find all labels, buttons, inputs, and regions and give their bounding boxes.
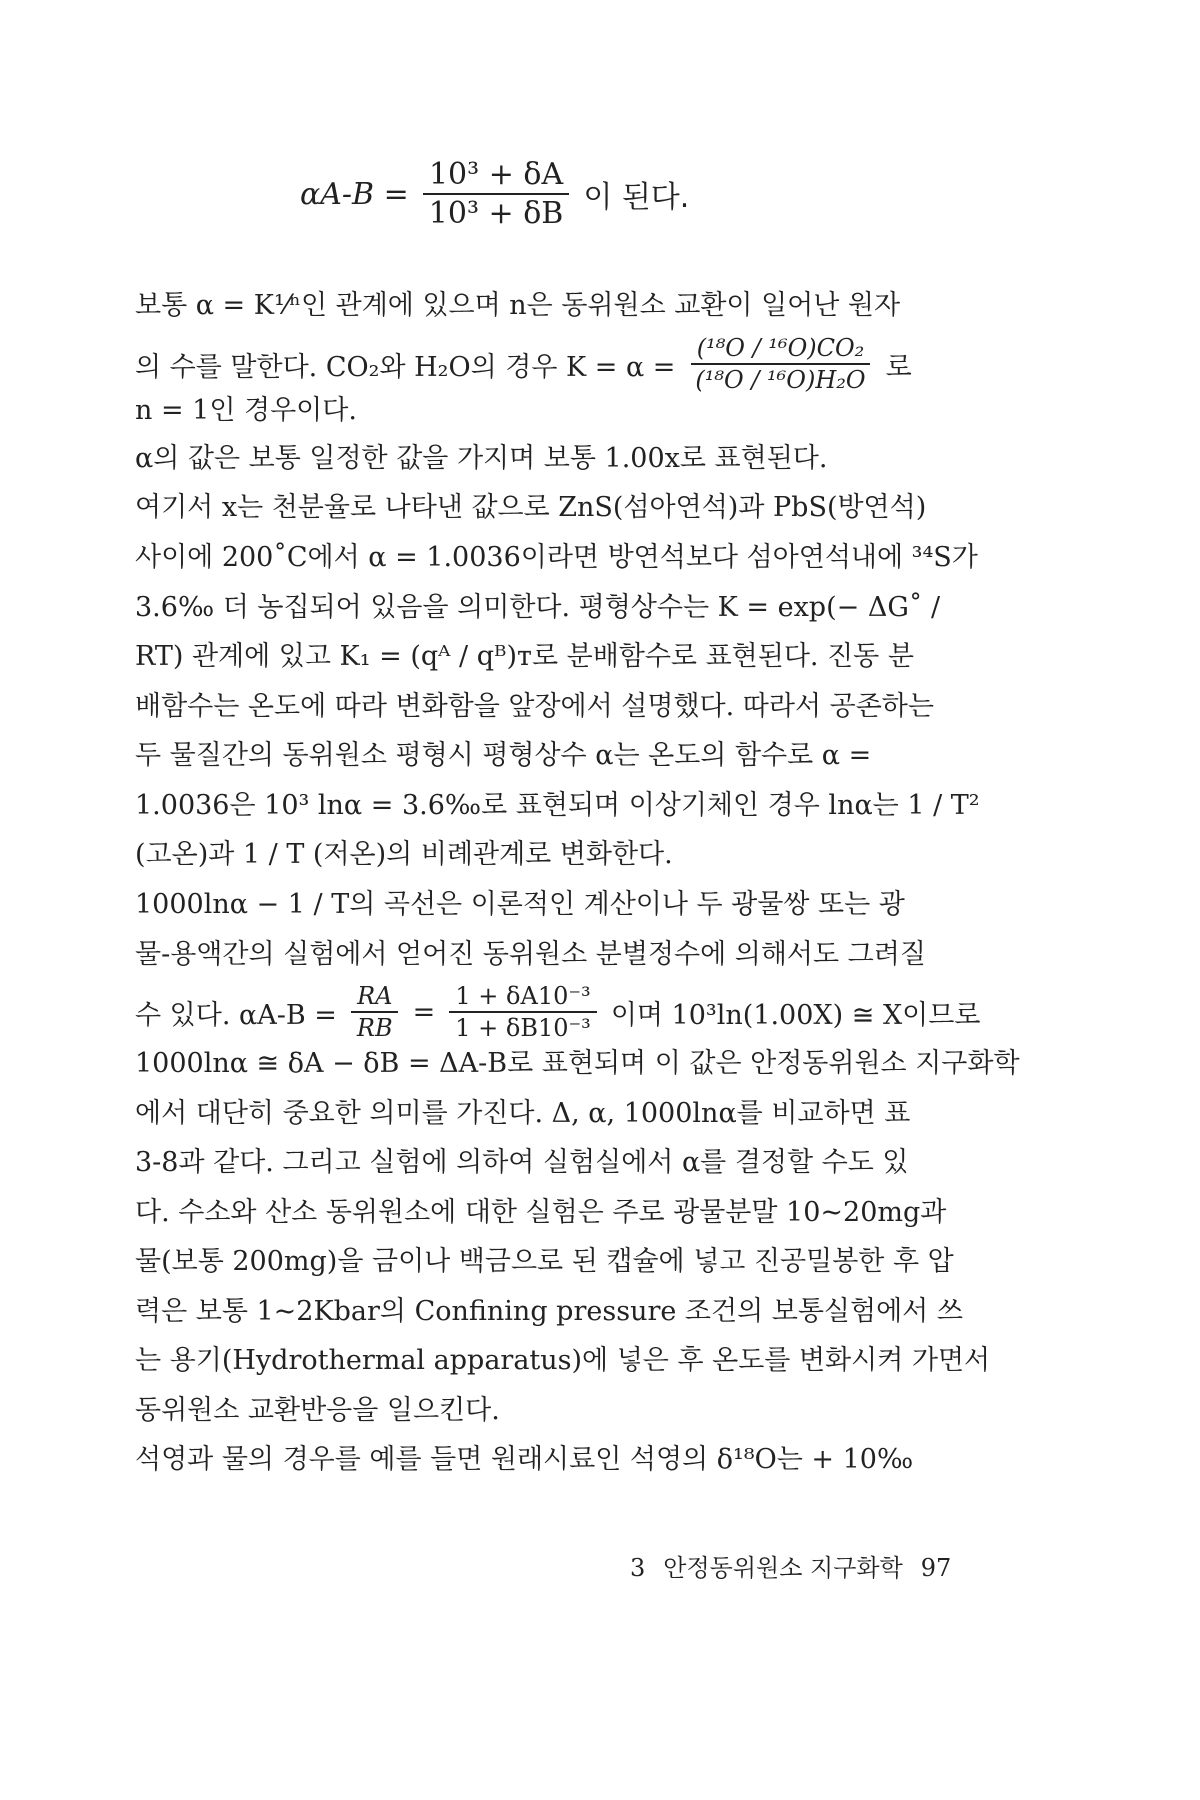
chapter-number: 3: [630, 1554, 646, 1582]
text-line-5: 여기서 x는 천분율로 나타낸 값으로 ZnS(섬아연석)과 PbS(방연석): [135, 492, 927, 523]
text-line-1: 보통 α = K¹⁄ⁿ인 관계에 있으며 n은 동위원소 교환이 일어난 원자: [135, 290, 901, 321]
text-line-20: 물(보통 200mg)을 금이나 백금으로 된 캡슐에 넣고 진공밀봉한 후 압: [135, 1246, 954, 1277]
text-line-18: 3-8과 같다. 그리고 실험에 의하여 실험실에서 α를 결정할 수도 있: [135, 1147, 909, 1178]
text-line-2: [135, 335, 1095, 394]
text-line-16: 1000lnα ≅ δA − δB = ΔA-B로 표현되며 이 값은 안정동위원소 지구화학: [135, 1048, 1020, 1079]
text-line-19: 다. 수소와 산소 동위원소에 대한 실험은 주로 광물분말 10~20mg과: [135, 1197, 947, 1228]
equation-lhs: αA-B =: [300, 176, 409, 212]
text-line-9: 배함수는 온도에 따라 변화함을 앞장에서 설명했다. 따라서 공존하는: [135, 691, 934, 722]
text-line-11: 1.0036은 10³ lnα = 3.6‰로 표현되며 이상기체인 경우 lnα는 1 / T²: [135, 790, 980, 821]
isotope-ratio-denominator: RB: [356, 1014, 393, 1043]
text-line-6: 사이에 200˚C에서 α = 1.0036이라면 방연석보다 섬아연석내에 ³⁴S가: [135, 542, 978, 573]
equation-numerator: 10³ + δA: [423, 158, 569, 195]
equation-suffix: 이 된다.: [583, 180, 690, 215]
text-line-17: 에서 대단히 중요한 의미를 가진다. Δ, α, 1000lnα를 비교하면 표: [135, 1098, 911, 1129]
text-line-23: 동위원소 교환반응을 일으킨다.: [135, 1395, 500, 1426]
running-title: 안정동위원소 지구화학: [663, 1554, 903, 1582]
text-line-8: RT) 관계에 있고 K₁ = (qᴬ / qᴮ)ᴛ로 분배함수로 표현된다. 진동 분: [135, 641, 914, 672]
text-line-13: 1000lnα − 1 / T의 곡선은 이론적인 계산이나 두 광물쌍 또는 광: [135, 889, 905, 920]
text-line-12: (고온)과 1 / T (저온)의 비례관계로 변화한다.: [135, 839, 673, 870]
text-line-2-suffix: 로: [885, 351, 912, 383]
text-line-7: 3.6‰ 더 농집되어 있음을 의미한다. 평형상수는 K = exp(− ΔG˚ /: [135, 592, 941, 623]
text-line-15: [135, 983, 1095, 1042]
isotope-ratio-fraction: [351, 983, 399, 1042]
text-line-10: 두 물질간의 동위원소 평형시 평형상수 α는 온도의 함수로 α =: [135, 740, 872, 771]
page-number: 97: [920, 1554, 952, 1582]
ratio-denominator: (¹⁸O / ¹⁶O)H₂O: [695, 366, 866, 395]
isotope-ratio-numerator: RA: [351, 983, 398, 1013]
text-line-14: 물-용액간의 실험에서 얻어진 동위원소 분별정수에 의해서도 그려질: [135, 939, 926, 970]
text-line-3: n = 1인 경우이다.: [135, 395, 357, 426]
text-line-24: 석영과 물의 경우를 예를 들면 원래시료인 석영의 δ¹⁸O는 + 10‰: [135, 1444, 914, 1475]
text-line-4: α의 값은 보통 일정한 값을 가지며 보통 1.00x로 표현된다.: [135, 443, 828, 474]
text-line-15-prefix: 수 있다. αA-B =: [135, 999, 337, 1031]
delta-fraction: [449, 983, 597, 1042]
text-line-21: 력은 보통 1~2Kbar의 Confining pressure 조건의 보통실험에서 쓰: [135, 1296, 963, 1327]
delta-denominator: 1 + δB10⁻³: [455, 1014, 591, 1043]
ratio-numerator: (¹⁸O / ¹⁶O)CO₂: [691, 335, 871, 365]
equation-fractionation-factor: [300, 158, 689, 230]
delta-numerator: 1 + δA10⁻³: [449, 983, 596, 1013]
ratio-fraction: [689, 335, 871, 394]
text-line-22: 는 용기(Hydrothermal apparatus)에 넣은 후 온도를 변화시켜 가면서: [135, 1345, 991, 1376]
text-line-2-prefix: 의 수를 말한다. CO₂와 H₂O의 경우 K = α =: [135, 351, 676, 383]
equation-denominator: 10³ + δB: [428, 196, 564, 231]
page-footer: [630, 1548, 951, 1583]
equals-sign: =: [412, 996, 436, 1028]
equation-fraction: [423, 158, 570, 230]
text-line-15-suffix: 이며 10³ln(1.00X) ≅ X이므로: [610, 999, 981, 1031]
